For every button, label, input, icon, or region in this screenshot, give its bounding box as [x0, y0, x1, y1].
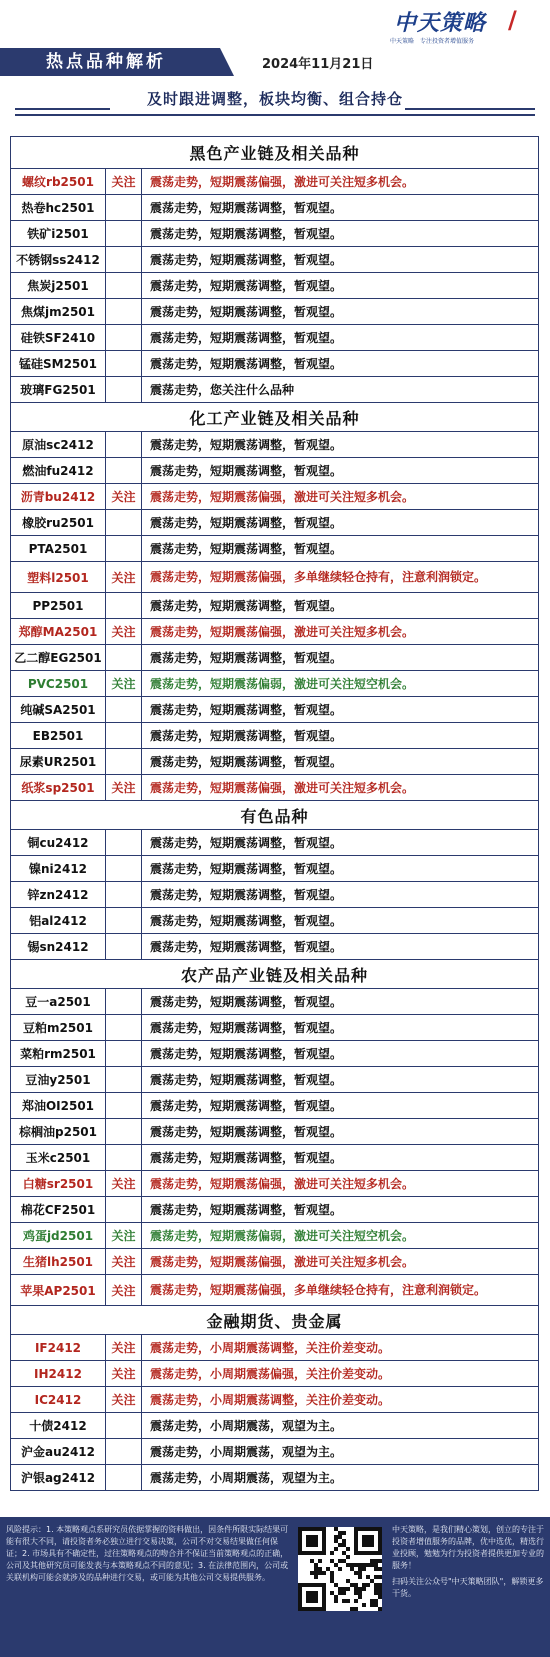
contract-name: 豆一a2501: [11, 989, 106, 1015]
contract-name: 玉米c2501: [11, 1145, 106, 1171]
table-row: [11, 273, 539, 299]
focus-tag: [106, 195, 142, 221]
contract-name: 塑料l2501: [11, 562, 106, 593]
analysis-text: 震荡走势，小周期震荡偏强，关注价差变动。: [142, 1361, 539, 1387]
contract-name: 尿素UR2501: [11, 749, 106, 775]
qr-module: [378, 1607, 382, 1611]
focus-tag: [106, 882, 142, 908]
banner-divider: [220, 48, 234, 76]
qr-module: [362, 1567, 366, 1571]
table-row: [11, 908, 539, 934]
contract-name: 豆油y2501: [11, 1067, 106, 1093]
table-row: [11, 593, 539, 619]
qr-module: [342, 1531, 346, 1535]
table-row: [11, 882, 539, 908]
contract-name: 不锈钢ss2412: [11, 247, 106, 273]
focus-tag: [106, 1439, 142, 1465]
analysis-text: 震荡走势，短期震荡调整，暂观望。: [142, 299, 539, 325]
qr-module: [378, 1575, 382, 1579]
commodity-table: [10, 136, 539, 1491]
qr-module: [342, 1591, 346, 1595]
analysis-text: 震荡走势，短期震荡偏强，激进可关注短多机会。: [142, 775, 539, 801]
qr-module: [362, 1603, 366, 1607]
analysis-text: 震荡走势，短期震荡偏强，激进可关注短多机会。: [142, 619, 539, 645]
analysis-text: 震荡走势，短期震荡偏强，激进可关注短多机会。: [142, 169, 539, 195]
qr-module: [378, 1559, 382, 1563]
qr-module: [378, 1567, 382, 1571]
table-row: [11, 1223, 539, 1249]
focus-tag: [106, 1041, 142, 1067]
qr-module: [346, 1587, 350, 1591]
table-row: [11, 1119, 539, 1145]
contract-name: 沪金au2412: [11, 1439, 106, 1465]
analysis-text: 震荡走势，短期震荡调整，暂观望。: [142, 1119, 539, 1145]
analysis-text: 震荡走势，小周期震荡，观望为主。: [142, 1439, 539, 1465]
analysis-text: 震荡走势，短期震荡调整，暂观望。: [142, 1015, 539, 1041]
focus-tag: 关注: [106, 1171, 142, 1197]
table-row: [11, 830, 539, 856]
qr-module: [358, 1575, 362, 1579]
qr-module: [346, 1599, 350, 1603]
focus-tag: [106, 697, 142, 723]
focus-tag: [106, 1119, 142, 1145]
contract-name: EB2501: [11, 723, 106, 749]
contract-name: 燃油fu2412: [11, 458, 106, 484]
contract-name: 郑醇MA2501: [11, 619, 106, 645]
analysis-text: 震荡走势，短期震荡调整，暂观望。: [142, 351, 539, 377]
focus-tag: [106, 723, 142, 749]
table-row: [11, 619, 539, 645]
qr-module: [314, 1575, 318, 1579]
table-row: [11, 697, 539, 723]
logo-slash-icon: /: [508, 6, 517, 34]
contract-name: 焦炭j2501: [11, 273, 106, 299]
table-row: [11, 247, 539, 273]
contract-name: 锰硅SM2501: [11, 351, 106, 377]
analysis-text: 震荡走势，您关注什么品种: [142, 377, 539, 403]
table-row: [11, 1465, 539, 1491]
focus-tag: 关注: [106, 1249, 142, 1275]
contract-name: 螺纹rb2501: [11, 169, 106, 195]
focus-tag: 关注: [106, 775, 142, 801]
focus-tag: [106, 536, 142, 562]
focus-tag: [106, 934, 142, 960]
contract-name: PTA2501: [11, 536, 106, 562]
focus-tag: 关注: [106, 1335, 142, 1361]
analysis-text: 震荡走势，短期震荡调整，暂观望。: [142, 195, 539, 221]
qr-module: [306, 1591, 318, 1603]
qr-module: [354, 1599, 358, 1603]
analysis-text: 震荡走势，短期震荡偏强，多单继续轻仓持有，注意利润锁定。: [142, 1275, 539, 1306]
analysis-text: 震荡走势，短期震荡调整，暂观望。: [142, 697, 539, 723]
table-row: [11, 458, 539, 484]
section-header-row: [11, 801, 539, 830]
section-title: 黑色产业链及相关品种: [11, 137, 539, 169]
table-row: [11, 1145, 539, 1171]
contract-name: 沪银ag2412: [11, 1465, 106, 1491]
contract-name: 硅铁SF2410: [11, 325, 106, 351]
focus-tag: [106, 1413, 142, 1439]
contract-name: 铝al2412: [11, 908, 106, 934]
table-row: [11, 1041, 539, 1067]
focus-tag: [106, 1145, 142, 1171]
section-title: 有色品种: [11, 801, 539, 830]
contract-name: 菜粕rm2501: [11, 1041, 106, 1067]
table-row: [11, 775, 539, 801]
focus-tag: [106, 645, 142, 671]
contract-name: 十债2412: [11, 1413, 106, 1439]
contract-name: 白糖sr2501: [11, 1171, 106, 1197]
contract-name: 豆粕m2501: [11, 1015, 106, 1041]
contract-name: PVC2501: [11, 671, 106, 697]
table-row: [11, 1171, 539, 1197]
table-row: [11, 1335, 539, 1361]
focus-tag: [106, 749, 142, 775]
section-title: 农产品产业链及相关品种: [11, 960, 539, 989]
qr-module: [362, 1587, 366, 1591]
qr-module: [330, 1551, 334, 1555]
contract-name: 锌zn2412: [11, 882, 106, 908]
analysis-text: 震荡走势，短期震荡调整，暂观望。: [142, 934, 539, 960]
qr-module: [358, 1595, 362, 1599]
qr-module: [334, 1599, 338, 1603]
contract-name: 苹果AP2501: [11, 1275, 106, 1306]
section-header-row: [11, 960, 539, 989]
risk-disclaimer: 风险提示：1. 本策略观点系研究员依据掌握的资料做出，因条件所限实际结果可能有很大不同，请投资者务必独立进行交易决策，公司不对交易结果做任何保证；2. 市场具有不确定性，过往策略观点的吻合并不保证当前策略观点的正确，公司及其他研究员可能发表与本策略观点不同的意见；3. 在法律范围内，公司或关联机构可能会就涉及的品种进行交易，或可能为其他公司交易提供服务。: [6, 1525, 289, 1582]
qr-module: [334, 1547, 338, 1551]
focus-tag: 关注: [106, 671, 142, 697]
qr-module: [366, 1583, 370, 1587]
focus-tag: 关注: [106, 484, 142, 510]
qr-note: 扫码关注公众号"中天策略团队"，解锁更多干货。: [392, 1577, 544, 1598]
analysis-text: 震荡走势，短期震荡调整，暂观望。: [142, 1067, 539, 1093]
qr-module: [346, 1547, 350, 1551]
analysis-text: 震荡走势，短期震荡调整，暂观望。: [142, 856, 539, 882]
analysis-text: 震荡走势，短期震荡调整，暂观望。: [142, 882, 539, 908]
table-row: [11, 934, 539, 960]
table-row: [11, 536, 539, 562]
analysis-text: 震荡走势，短期震荡调整，暂观望。: [142, 325, 539, 351]
table-row: [11, 1067, 539, 1093]
brand-logo: [384, 6, 544, 48]
focus-tag: [106, 908, 142, 934]
analysis-text: 震荡走势，短期震荡偏弱，激进可关注短空机会。: [142, 1223, 539, 1249]
table-row: [11, 169, 539, 195]
analysis-text: 震荡走势，小周期震荡，观望为主。: [142, 1465, 539, 1491]
table-row: [11, 299, 539, 325]
contract-name: 纯碱SA2501: [11, 697, 106, 723]
analysis-text: 震荡走势，短期震荡调整，暂观望。: [142, 830, 539, 856]
analysis-text: 震荡走势，短期震荡调整，暂观望。: [142, 1093, 539, 1119]
analysis-text: 震荡走势，小周期震荡，观望为主。: [142, 1413, 539, 1439]
table-row: [11, 484, 539, 510]
qr-module: [354, 1607, 358, 1611]
analysis-text: 震荡走势，短期震荡调整，暂观望。: [142, 273, 539, 299]
analysis-text: 震荡走势，短期震荡调整，暂观望。: [142, 908, 539, 934]
analysis-text: 震荡走势，短期震荡调整，暂观望。: [142, 536, 539, 562]
table-row: [11, 1439, 539, 1465]
contract-name: 焦煤jm2501: [11, 299, 106, 325]
focus-tag: [106, 299, 142, 325]
table-row: [11, 1249, 539, 1275]
analysis-text: 震荡走势，短期震荡调整，暂观望。: [142, 749, 539, 775]
table-row: [11, 1015, 539, 1041]
focus-tag: [106, 351, 142, 377]
qr-code-icon: [298, 1527, 382, 1611]
analysis-text: 震荡走势，短期震荡调整，暂观望。: [142, 510, 539, 536]
focus-tag: 关注: [106, 169, 142, 195]
table-row: [11, 562, 539, 593]
section-title: 化工产业链及相关品种: [11, 403, 539, 432]
logo-tagline: 中天策略 专注投资者增值服务: [390, 38, 475, 45]
table-row: [11, 645, 539, 671]
focus-tag: [106, 273, 142, 299]
contract-name: IF2412: [11, 1335, 106, 1361]
contract-name: 铜cu2412: [11, 830, 106, 856]
focus-tag: [106, 593, 142, 619]
contract-name: 沥青bu2412: [11, 484, 106, 510]
report-date: 2024年11月21日: [262, 57, 374, 72]
report-subtitle: 及时跟进调整，板块均衡、组合持仓: [146, 90, 403, 108]
contract-name: 锡sn2412: [11, 934, 106, 960]
subtitle-underline: [15, 114, 535, 116]
table-row: [11, 351, 539, 377]
focus-tag: [106, 377, 142, 403]
table-row: [11, 1197, 539, 1223]
analysis-text: 震荡走势，短期震荡调整，暂观望。: [142, 247, 539, 273]
focus-tag: [106, 247, 142, 273]
analysis-text: 震荡走势，短期震荡调整，暂观望。: [142, 458, 539, 484]
contract-name: 铁矿i2501: [11, 221, 106, 247]
focus-tag: [106, 1197, 142, 1223]
table-row: [11, 1413, 539, 1439]
table-row: [11, 510, 539, 536]
analysis-text: 震荡走势，短期震荡调整，暂观望。: [142, 723, 539, 749]
focus-tag: [106, 221, 142, 247]
table-row: [11, 749, 539, 775]
section-header-row: [11, 137, 539, 169]
table-row: [11, 377, 539, 403]
contract-name: 郑油OI2501: [11, 1093, 106, 1119]
table-row: [11, 671, 539, 697]
analysis-text: 震荡走势，短期震荡调整，暂观望。: [142, 1197, 539, 1223]
analysis-text: 震荡走势，短期震荡调整，暂观望。: [142, 645, 539, 671]
analysis-text: 震荡走势，短期震荡调整，暂观望。: [142, 1145, 539, 1171]
focus-tag: [106, 856, 142, 882]
contract-name: 棉花CF2501: [11, 1197, 106, 1223]
section-header-row: [11, 1306, 539, 1335]
analysis-text: 震荡走势，小周期震荡调整，关注价差变动。: [142, 1335, 539, 1361]
report-title: 热点品种解析: [46, 52, 166, 72]
about-text: 中天策略，是我们精心策划，创立的专注于投资者增值服务的品牌，优中选优，精选行业投顾，勉勉为行为投资者提供更加专业的服务！: [392, 1525, 544, 1570]
contract-name: IC2412: [11, 1387, 106, 1413]
table-row: [11, 1361, 539, 1387]
contract-name: IH2412: [11, 1361, 106, 1387]
table-row: [11, 1093, 539, 1119]
table-row: [11, 1275, 539, 1306]
focus-tag: [106, 458, 142, 484]
report-header: [0, 0, 550, 120]
analysis-text: 震荡走势，短期震荡偏强，多单继续轻仓持有，注意利润锁定。: [142, 562, 539, 593]
qr-module: [322, 1571, 326, 1575]
section-title: 金融期货、贵金属: [11, 1306, 539, 1335]
qr-module: [346, 1555, 350, 1559]
contract-name: 原油sc2412: [11, 432, 106, 458]
focus-tag: [106, 325, 142, 351]
focus-tag: 关注: [106, 1361, 142, 1387]
table-row: [11, 221, 539, 247]
focus-tag: [106, 989, 142, 1015]
analysis-text: 震荡走势，短期震荡调整，暂观望。: [142, 1041, 539, 1067]
table-row: [11, 325, 539, 351]
focus-tag: [106, 1465, 142, 1491]
contract-name: 镍ni2412: [11, 856, 106, 882]
logo-text: 中天策略: [394, 11, 487, 36]
analysis-text: 震荡走势，短期震荡偏弱，激进可关注短空机会。: [142, 671, 539, 697]
focus-tag: [106, 510, 142, 536]
analysis-text: 震荡走势，短期震荡调整，暂观望。: [142, 989, 539, 1015]
section-header-row: [11, 403, 539, 432]
table-row: [11, 989, 539, 1015]
contract-name: 玻璃FG2501: [11, 377, 106, 403]
contract-name: 橡胶ru2501: [11, 510, 106, 536]
table-row: [11, 195, 539, 221]
contract-name: 鸡蛋jd2501: [11, 1223, 106, 1249]
focus-tag: [106, 1093, 142, 1119]
contract-name: 生猪lh2501: [11, 1249, 106, 1275]
table-row: [11, 856, 539, 882]
focus-tag: [106, 1015, 142, 1041]
analysis-text: 震荡走势，小周期震荡调整，关注价差变动。: [142, 1387, 539, 1413]
focus-tag: [106, 830, 142, 856]
focus-tag: [106, 1067, 142, 1093]
analysis-text: 震荡走势，短期震荡偏强，激进可关注短多机会。: [142, 1249, 539, 1275]
contract-name: 棕榈油p2501: [11, 1119, 106, 1145]
focus-tag: [106, 432, 142, 458]
qr-module: [318, 1559, 322, 1563]
table-row: [11, 723, 539, 749]
footer-about: [392, 1524, 546, 1600]
qr-module: [338, 1567, 342, 1571]
qr-module: [362, 1535, 374, 1547]
contract-name: 乙二醇EG2501: [11, 645, 106, 671]
qr-module: [306, 1535, 318, 1547]
focus-tag: 关注: [106, 1275, 142, 1306]
analysis-text: 震荡走势，短期震荡调整，暂观望。: [142, 221, 539, 247]
contract-name: PP2501: [11, 593, 106, 619]
focus-tag: 关注: [106, 562, 142, 593]
analysis-text: 震荡走势，短期震荡调整，暂观望。: [142, 593, 539, 619]
focus-tag: 关注: [106, 619, 142, 645]
focus-tag: 关注: [106, 1223, 142, 1249]
analysis-text: 震荡走势，短期震荡偏强，激进可关注短多机会。: [142, 484, 539, 510]
focus-tag: 关注: [106, 1387, 142, 1413]
analysis-text: 震荡走势，短期震荡调整，暂观望。: [142, 432, 539, 458]
table-row: [11, 1387, 539, 1413]
qr-module: [378, 1595, 382, 1599]
contract-name: 热卷hc2501: [11, 195, 106, 221]
contract-name: 纸浆sp2501: [11, 775, 106, 801]
analysis-text: 震荡走势，短期震荡偏强，激进可关注短多机会。: [142, 1171, 539, 1197]
table-row: [11, 432, 539, 458]
